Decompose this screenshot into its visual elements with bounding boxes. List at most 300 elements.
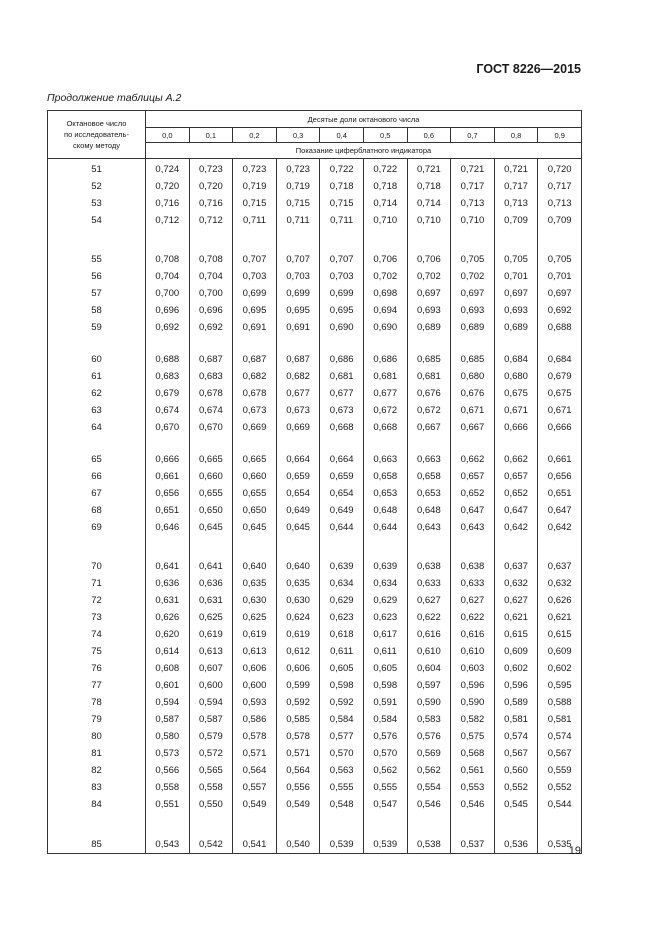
spacer-cell xyxy=(276,229,320,251)
indicator-value-cell: 0,654 xyxy=(276,485,320,502)
indicator-value-cell: 0,600 xyxy=(233,677,277,694)
indicator-value-cell: 0,551 xyxy=(146,796,190,813)
indicator-value-cell: 0,536 xyxy=(494,835,538,854)
indicator-value-cell: 0,542 xyxy=(189,835,233,854)
indicator-value-cell: 0,672 xyxy=(407,402,451,419)
indicator-value-cell: 0,719 xyxy=(233,178,277,195)
left-header-line-2: по исследователь- xyxy=(64,130,129,139)
indicator-value-cell: 0,573 xyxy=(146,745,190,762)
indicator-value-cell: 0,708 xyxy=(189,251,233,268)
spacer-cell xyxy=(146,536,190,558)
indicator-value-cell: 0,550 xyxy=(189,796,233,813)
table-row xyxy=(48,351,582,368)
octane-number-cell: 52 xyxy=(48,178,146,195)
indicator-value-cell: 0,541 xyxy=(233,835,277,854)
indicator-value-cell: 0,710 xyxy=(451,212,495,229)
indicator-value-cell: 0,549 xyxy=(276,796,320,813)
indicator-value-cell: 0,621 xyxy=(494,609,538,626)
octane-number-cell: 64 xyxy=(48,419,146,436)
indicator-value-cell: 0,673 xyxy=(276,402,320,419)
indicator-value-cell: 0,571 xyxy=(233,745,277,762)
indicator-value-cell: 0,700 xyxy=(189,285,233,302)
indicator-reading-header: Показание циферблатного индикатора xyxy=(146,143,582,159)
indicator-value-cell: 0,642 xyxy=(494,519,538,536)
indicator-value-cell: 0,653 xyxy=(363,485,407,502)
indicator-value-cell: 0,687 xyxy=(276,351,320,368)
spacer-cell xyxy=(146,229,190,251)
octane-number-cell: 62 xyxy=(48,385,146,402)
indicator-value-cell: 0,709 xyxy=(494,212,538,229)
indicator-value-cell: 0,625 xyxy=(189,609,233,626)
indicator-value-cell: 0,705 xyxy=(451,251,495,268)
octane-number-cell: 83 xyxy=(48,779,146,796)
indicator-value-cell: 0,702 xyxy=(363,268,407,285)
column-header: 0,0 xyxy=(146,128,190,143)
indicator-value-cell: 0,591 xyxy=(363,694,407,711)
indicator-value-cell: 0,666 xyxy=(538,419,582,436)
spacer-cell xyxy=(320,229,364,251)
spacer-cell xyxy=(189,536,233,558)
indicator-value-cell: 0,547 xyxy=(363,796,407,813)
indicator-value-cell: 0,706 xyxy=(407,251,451,268)
octane-number-cell: 68 xyxy=(48,502,146,519)
octane-number-cell: 63 xyxy=(48,402,146,419)
indicator-value-cell: 0,622 xyxy=(407,609,451,626)
octane-number-cell: 53 xyxy=(48,195,146,212)
indicator-value-cell: 0,640 xyxy=(233,558,277,575)
table-row xyxy=(48,302,582,319)
octane-number-cell: 84 xyxy=(48,796,146,813)
spacer-cell xyxy=(451,336,495,351)
indicator-value-cell: 0,674 xyxy=(146,402,190,419)
table-row xyxy=(48,451,582,468)
indicator-value-cell: 0,701 xyxy=(538,268,582,285)
indicator-value-cell: 0,585 xyxy=(276,711,320,728)
table-row xyxy=(48,575,582,592)
indicator-value-cell: 0,717 xyxy=(494,178,538,195)
indicator-value-cell: 0,630 xyxy=(276,592,320,609)
indicator-value-cell: 0,689 xyxy=(451,319,495,336)
indicator-value-cell: 0,676 xyxy=(451,385,495,402)
left-header-line-1: Октановое число xyxy=(66,119,127,128)
indicator-value-cell: 0,692 xyxy=(538,302,582,319)
indicator-value-cell: 0,560 xyxy=(494,762,538,779)
spacer-cell xyxy=(146,436,190,451)
table-row xyxy=(48,711,582,728)
indicator-value-cell: 0,661 xyxy=(146,468,190,485)
octane-number-cell: 78 xyxy=(48,694,146,711)
indicator-value-cell: 0,597 xyxy=(407,677,451,694)
indicator-value-cell: 0,698 xyxy=(363,285,407,302)
indicator-value-cell: 0,715 xyxy=(233,195,277,212)
indicator-value-cell: 0,697 xyxy=(538,285,582,302)
column-header: 0,1 xyxy=(189,128,233,143)
indicator-value-cell: 0,569 xyxy=(407,745,451,762)
indicator-value-cell: 0,567 xyxy=(538,745,582,762)
octane-number-cell: 72 xyxy=(48,592,146,609)
indicator-value-cell: 0,703 xyxy=(276,268,320,285)
indicator-value-cell: 0,678 xyxy=(233,385,277,402)
indicator-value-cell: 0,592 xyxy=(276,694,320,711)
spacer-cell xyxy=(48,436,146,451)
column-header: 0,4 xyxy=(320,128,364,143)
indicator-value-cell: 0,649 xyxy=(276,502,320,519)
indicator-value-cell: 0,664 xyxy=(276,451,320,468)
indicator-value-cell: 0,686 xyxy=(363,351,407,368)
indicator-value-cell: 0,606 xyxy=(233,660,277,677)
indicator-value-cell: 0,720 xyxy=(146,178,190,195)
spacer-cell xyxy=(48,336,146,351)
indicator-value-cell: 0,577 xyxy=(320,728,364,745)
octane-number-cell: 80 xyxy=(48,728,146,745)
indicator-value-cell: 0,661 xyxy=(538,451,582,468)
indicator-value-cell: 0,567 xyxy=(494,745,538,762)
indicator-value-cell: 0,584 xyxy=(363,711,407,728)
indicator-value-cell: 0,559 xyxy=(538,762,582,779)
indicator-value-cell: 0,618 xyxy=(320,626,364,643)
indicator-value-cell: 0,539 xyxy=(320,835,364,854)
indicator-value-cell: 0,690 xyxy=(363,319,407,336)
indicator-value-cell: 0,681 xyxy=(320,368,364,385)
indicator-value-cell: 0,705 xyxy=(494,251,538,268)
indicator-value-cell: 0,682 xyxy=(276,368,320,385)
indicator-value-cell: 0,690 xyxy=(320,319,364,336)
table-row xyxy=(48,694,582,711)
indicator-value-cell: 0,552 xyxy=(494,779,538,796)
spacer-row xyxy=(48,536,582,558)
indicator-value-cell: 0,697 xyxy=(407,285,451,302)
spacer-cell xyxy=(407,336,451,351)
indicator-value-cell: 0,630 xyxy=(233,592,277,609)
column-header: 0,2 xyxy=(233,128,277,143)
spacer-cell xyxy=(363,436,407,451)
indicator-value-cell: 0,662 xyxy=(494,451,538,468)
table-row xyxy=(48,558,582,575)
indicator-value-cell: 0,688 xyxy=(146,351,190,368)
octane-number-cell: 54 xyxy=(48,212,146,229)
indicator-value-cell: 0,621 xyxy=(538,609,582,626)
spacer-cell xyxy=(494,536,538,558)
spacer-cell xyxy=(320,813,364,835)
indicator-value-cell: 0,637 xyxy=(494,558,538,575)
indicator-value-cell: 0,543 xyxy=(146,835,190,854)
spacer-cell xyxy=(538,536,582,558)
spacer-cell xyxy=(494,229,538,251)
indicator-value-cell: 0,555 xyxy=(320,779,364,796)
table-row xyxy=(48,660,582,677)
octane-number-cell: 81 xyxy=(48,745,146,762)
column-header: 0,5 xyxy=(363,128,407,143)
indicator-value-cell: 0,563 xyxy=(320,762,364,779)
table-row xyxy=(48,368,582,385)
spacer-cell xyxy=(451,436,495,451)
spacer-cell xyxy=(363,536,407,558)
spacer-cell xyxy=(538,336,582,351)
indicator-value-cell: 0,649 xyxy=(320,502,364,519)
indicator-value-cell: 0,695 xyxy=(276,302,320,319)
octane-number-cell: 66 xyxy=(48,468,146,485)
indicator-value-cell: 0,670 xyxy=(146,419,190,436)
indicator-value-cell: 0,711 xyxy=(276,212,320,229)
indicator-value-cell: 0,715 xyxy=(276,195,320,212)
indicator-value-cell: 0,546 xyxy=(407,796,451,813)
spacer-cell xyxy=(320,536,364,558)
table-row xyxy=(48,779,582,796)
spacer-cell xyxy=(276,336,320,351)
indicator-value-cell: 0,619 xyxy=(276,626,320,643)
indicator-value-cell: 0,707 xyxy=(233,251,277,268)
table-row xyxy=(48,159,582,179)
indicator-value-cell: 0,684 xyxy=(494,351,538,368)
indicator-value-cell: 0,660 xyxy=(189,468,233,485)
indicator-value-cell: 0,590 xyxy=(407,694,451,711)
indicator-value-cell: 0,721 xyxy=(451,159,495,179)
indicator-value-cell: 0,718 xyxy=(407,178,451,195)
indicator-value-cell: 0,616 xyxy=(407,626,451,643)
indicator-value-cell: 0,669 xyxy=(276,419,320,436)
octane-number-header xyxy=(48,111,146,159)
indicator-value-cell: 0,644 xyxy=(320,519,364,536)
indicator-value-cell: 0,650 xyxy=(189,502,233,519)
indicator-value-cell: 0,666 xyxy=(494,419,538,436)
indicator-value-cell: 0,593 xyxy=(233,694,277,711)
spacer-cell xyxy=(407,436,451,451)
spacer-cell xyxy=(451,536,495,558)
indicator-value-cell: 0,679 xyxy=(146,385,190,402)
column-header: 0,8 xyxy=(494,128,538,143)
table-row xyxy=(48,402,582,419)
octane-indicator-table xyxy=(47,110,582,854)
indicator-value-cell: 0,668 xyxy=(320,419,364,436)
indicator-value-cell: 0,648 xyxy=(363,502,407,519)
indicator-value-cell: 0,602 xyxy=(494,660,538,677)
indicator-value-cell: 0,562 xyxy=(363,762,407,779)
indicator-value-cell: 0,713 xyxy=(538,195,582,212)
indicator-value-cell: 0,714 xyxy=(363,195,407,212)
indicator-value-cell: 0,654 xyxy=(320,485,364,502)
indicator-value-cell: 0,695 xyxy=(233,302,277,319)
indicator-value-cell: 0,617 xyxy=(363,626,407,643)
indicator-value-cell: 0,586 xyxy=(233,711,277,728)
indicator-value-cell: 0,643 xyxy=(407,519,451,536)
spacer-cell xyxy=(538,813,582,835)
octane-number-cell: 71 xyxy=(48,575,146,592)
spacer-cell xyxy=(233,436,277,451)
indicator-value-cell: 0,535 xyxy=(538,835,582,854)
indicator-value-cell: 0,672 xyxy=(363,402,407,419)
indicator-value-cell: 0,668 xyxy=(363,419,407,436)
indicator-value-cell: 0,615 xyxy=(494,626,538,643)
spacer-cell xyxy=(48,536,146,558)
spacer-cell xyxy=(233,229,277,251)
column-header: 0,7 xyxy=(451,128,495,143)
indicator-value-cell: 0,546 xyxy=(451,796,495,813)
indicator-value-cell: 0,658 xyxy=(363,468,407,485)
indicator-value-cell: 0,656 xyxy=(538,468,582,485)
indicator-value-cell: 0,717 xyxy=(451,178,495,195)
indicator-value-cell: 0,587 xyxy=(146,711,190,728)
spacer-cell xyxy=(48,229,146,251)
spacer-cell xyxy=(320,436,364,451)
table-row xyxy=(48,178,582,195)
indicator-value-cell: 0,554 xyxy=(407,779,451,796)
table-row xyxy=(48,677,582,694)
indicator-value-cell: 0,641 xyxy=(189,558,233,575)
indicator-value-cell: 0,588 xyxy=(538,694,582,711)
indicator-value-cell: 0,687 xyxy=(233,351,277,368)
indicator-value-cell: 0,666 xyxy=(146,451,190,468)
indicator-value-cell: 0,642 xyxy=(538,519,582,536)
indicator-value-cell: 0,549 xyxy=(233,796,277,813)
indicator-value-cell: 0,695 xyxy=(320,302,364,319)
indicator-value-cell: 0,640 xyxy=(276,558,320,575)
indicator-value-cell: 0,716 xyxy=(146,195,190,212)
indicator-value-cell: 0,637 xyxy=(538,558,582,575)
indicator-value-cell: 0,700 xyxy=(146,285,190,302)
indicator-value-cell: 0,632 xyxy=(538,575,582,592)
indicator-value-cell: 0,595 xyxy=(538,677,582,694)
indicator-value-cell: 0,691 xyxy=(276,319,320,336)
indicator-value-cell: 0,572 xyxy=(189,745,233,762)
indicator-value-cell: 0,685 xyxy=(451,351,495,368)
indicator-value-cell: 0,556 xyxy=(276,779,320,796)
indicator-value-cell: 0,627 xyxy=(494,592,538,609)
indicator-value-cell: 0,627 xyxy=(451,592,495,609)
indicator-value-cell: 0,689 xyxy=(494,319,538,336)
indicator-value-cell: 0,598 xyxy=(320,677,364,694)
indicator-value-cell: 0,594 xyxy=(146,694,190,711)
indicator-value-cell: 0,723 xyxy=(233,159,277,179)
indicator-value-cell: 0,677 xyxy=(276,385,320,402)
octane-number-cell: 58 xyxy=(48,302,146,319)
table-row xyxy=(48,251,582,268)
indicator-value-cell: 0,664 xyxy=(320,451,364,468)
octane-number-cell: 82 xyxy=(48,762,146,779)
column-header: 0,9 xyxy=(538,128,582,143)
indicator-value-cell: 0,578 xyxy=(233,728,277,745)
indicator-value-cell: 0,710 xyxy=(407,212,451,229)
indicator-value-cell: 0,681 xyxy=(407,368,451,385)
indicator-value-cell: 0,663 xyxy=(363,451,407,468)
indicator-value-cell: 0,652 xyxy=(494,485,538,502)
indicator-value-cell: 0,594 xyxy=(189,694,233,711)
spacer-cell xyxy=(146,336,190,351)
octane-number-cell: 61 xyxy=(48,368,146,385)
table-row xyxy=(48,519,582,536)
indicator-value-cell: 0,629 xyxy=(363,592,407,609)
spacer-cell xyxy=(48,813,146,835)
indicator-value-cell: 0,645 xyxy=(233,519,277,536)
indicator-value-cell: 0,723 xyxy=(189,159,233,179)
indicator-value-cell: 0,691 xyxy=(233,319,277,336)
indicator-value-cell: 0,693 xyxy=(451,302,495,319)
indicator-value-cell: 0,561 xyxy=(451,762,495,779)
indicator-value-cell: 0,579 xyxy=(189,728,233,745)
table-row xyxy=(48,835,582,854)
indicator-value-cell: 0,576 xyxy=(407,728,451,745)
table-row xyxy=(48,762,582,779)
indicator-value-cell: 0,663 xyxy=(407,451,451,468)
indicator-value-cell: 0,633 xyxy=(451,575,495,592)
indicator-value-cell: 0,609 xyxy=(494,643,538,660)
spacer-cell xyxy=(276,813,320,835)
indicator-value-cell: 0,612 xyxy=(276,643,320,660)
spacer-cell xyxy=(233,813,277,835)
spacer-row xyxy=(48,229,582,251)
indicator-value-cell: 0,544 xyxy=(538,796,582,813)
indicator-value-cell: 0,657 xyxy=(494,468,538,485)
indicator-value-cell: 0,645 xyxy=(189,519,233,536)
left-header-line-3: скому методу xyxy=(73,141,120,150)
spacer-cell xyxy=(276,436,320,451)
indicator-value-cell: 0,643 xyxy=(451,519,495,536)
indicator-value-cell: 0,680 xyxy=(494,368,538,385)
indicator-value-cell: 0,558 xyxy=(189,779,233,796)
octane-number-cell: 65 xyxy=(48,451,146,468)
table-row xyxy=(48,796,582,813)
indicator-value-cell: 0,712 xyxy=(189,212,233,229)
indicator-value-cell: 0,671 xyxy=(494,402,538,419)
indicator-value-cell: 0,703 xyxy=(233,268,277,285)
indicator-value-cell: 0,566 xyxy=(146,762,190,779)
indicator-value-cell: 0,694 xyxy=(363,302,407,319)
indicator-value-cell: 0,680 xyxy=(451,368,495,385)
indicator-value-cell: 0,678 xyxy=(189,385,233,402)
indicator-value-cell: 0,641 xyxy=(146,558,190,575)
spacer-cell xyxy=(494,336,538,351)
spacer-cell xyxy=(363,336,407,351)
indicator-value-cell: 0,575 xyxy=(451,728,495,745)
indicator-value-cell: 0,647 xyxy=(494,502,538,519)
indicator-value-cell: 0,706 xyxy=(363,251,407,268)
indicator-value-cell: 0,614 xyxy=(146,643,190,660)
indicator-value-cell: 0,578 xyxy=(276,728,320,745)
indicator-value-cell: 0,568 xyxy=(451,745,495,762)
indicator-value-cell: 0,709 xyxy=(538,212,582,229)
indicator-value-cell: 0,722 xyxy=(363,159,407,179)
spacer-cell xyxy=(407,536,451,558)
indicator-value-cell: 0,708 xyxy=(146,251,190,268)
spacer-cell xyxy=(189,813,233,835)
indicator-value-cell: 0,658 xyxy=(407,468,451,485)
spacer-cell xyxy=(538,436,582,451)
indicator-value-cell: 0,707 xyxy=(276,251,320,268)
indicator-value-cell: 0,596 xyxy=(451,677,495,694)
indicator-value-cell: 0,619 xyxy=(233,626,277,643)
indicator-value-cell: 0,571 xyxy=(276,745,320,762)
table-row xyxy=(48,592,582,609)
table-row xyxy=(48,195,582,212)
indicator-value-cell: 0,651 xyxy=(538,485,582,502)
indicator-value-cell: 0,659 xyxy=(276,468,320,485)
spacer-cell xyxy=(189,436,233,451)
indicator-value-cell: 0,665 xyxy=(233,451,277,468)
indicator-value-cell: 0,537 xyxy=(451,835,495,854)
octane-number-cell: 70 xyxy=(48,558,146,575)
octane-number-cell: 57 xyxy=(48,285,146,302)
spacer-cell xyxy=(363,229,407,251)
indicator-value-cell: 0,652 xyxy=(451,485,495,502)
indicator-value-cell: 0,636 xyxy=(189,575,233,592)
column-header: 0,3 xyxy=(276,128,320,143)
indicator-value-cell: 0,711 xyxy=(320,212,364,229)
table-row xyxy=(48,728,582,745)
table-row xyxy=(48,319,582,336)
indicator-value-cell: 0,631 xyxy=(146,592,190,609)
indicator-value-cell: 0,574 xyxy=(494,728,538,745)
indicator-value-cell: 0,599 xyxy=(276,677,320,694)
indicator-value-cell: 0,703 xyxy=(320,268,364,285)
